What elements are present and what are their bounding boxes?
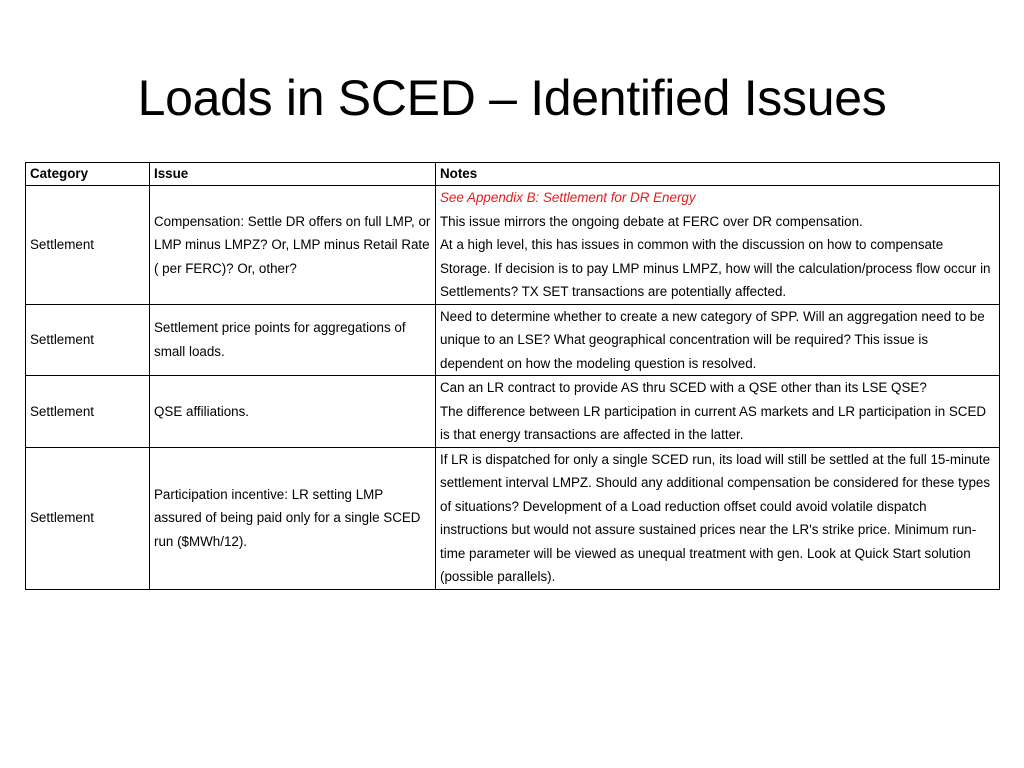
notes-cell xyxy=(436,376,1000,448)
category-cell: Settlement xyxy=(26,304,150,376)
appendix-reference: See Appendix B: Settlement for DR Energy xyxy=(440,190,696,205)
table-row xyxy=(26,186,1000,305)
notes-line: This issue mirrors the ongoing debate at FERC over DR compensation. xyxy=(440,213,863,229)
table-header-row xyxy=(26,163,1000,186)
issue-cell: Settlement price points for aggregations of small loads. xyxy=(150,304,436,376)
notes-cell xyxy=(436,447,1000,589)
table-row xyxy=(26,304,1000,376)
notes-line: Need to determine whether to create a new category of SPP. Will an aggregation need to be unique to an LSE? What geographical concentration will be required? This issue is dependent on how the modeling question is resolved. xyxy=(440,308,985,371)
issue-cell: QSE affiliations. xyxy=(150,376,436,448)
notes-line: At a high level, this has issues in common with the discussion on how to compensate Storage. If decision is to pay LMP minus LMPZ, how will the calculation/process flow occur in Settlements? TX SET transactions are potentially affected. xyxy=(440,237,991,299)
category-cell: Settlement xyxy=(26,186,150,305)
table-row xyxy=(26,447,1000,589)
table-row xyxy=(26,376,1000,448)
category-cell: Settlement xyxy=(26,376,150,448)
header-category: Category xyxy=(26,163,150,186)
category-cell: Settlement xyxy=(26,447,150,589)
issue-cell: Compensation: Settle DR offers on full LMP, or LMP minus LMPZ? Or, LMP minus Retail Rate ( per FERC)? Or, other? xyxy=(150,186,436,305)
header-issue: Issue xyxy=(150,163,436,186)
notes-line: Can an LR contract to provide AS thru SCED with a QSE other than its LSE QSE? xyxy=(440,380,927,395)
header-notes: Notes xyxy=(436,163,1000,186)
notes-line: The difference between LR participation in current AS markets and LR participation in SCED is that energy transactions are affected in the latter. xyxy=(440,403,987,442)
notes-cell xyxy=(436,304,1000,376)
slide-title: Loads in SCED – Identified Issues xyxy=(137,70,887,126)
issue-cell: Participation incentive: LR setting LMP assured of being paid only for a single SCED run ($MWh/12). xyxy=(150,447,436,589)
notes-cell xyxy=(436,186,1000,305)
issues-table xyxy=(25,162,1000,590)
notes-line: If LR is dispatched for only a single SCED run, its load will still be settled at the full 15-minute settlement interval LMPZ. Should any additional compensation be considered for these types of situations? Development of a Load reduction offset could avoid volatile dispatch instructions but would not assure sustained prices near the LR's strike price. Minimum run-time parameter will be viewed as unequal treatment with gen. Look at Quick Start solution (possible parallels). xyxy=(440,451,991,584)
